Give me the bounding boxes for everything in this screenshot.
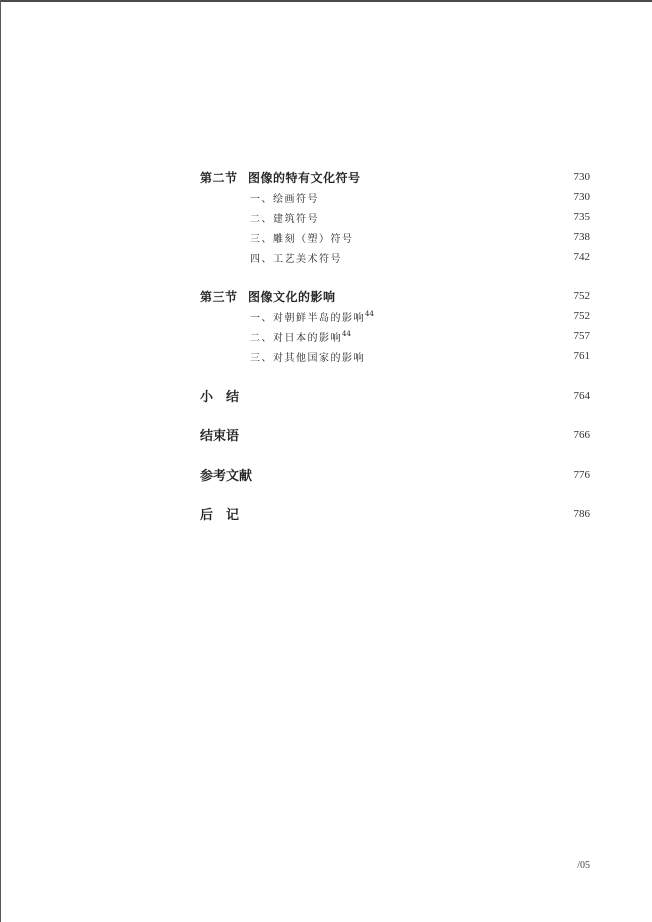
- page-number: 752: [573, 290, 590, 302]
- entry-title: 后 记: [200, 508, 240, 523]
- page-top-border: [0, 0, 652, 2]
- section-heading: [200, 290, 336, 304]
- page-number: 776: [573, 468, 590, 481]
- page-number: 735: [573, 211, 590, 223]
- item-title: 一、绘画符号: [250, 194, 319, 205]
- entry-title: 小 结: [200, 389, 240, 405]
- item-title: 四、工艺美术符号: [250, 254, 342, 265]
- page-left-border: [0, 0, 1, 922]
- entry-spacer: [200, 485, 590, 505]
- page-number: 761: [573, 350, 590, 362]
- section-heading: [200, 171, 361, 185]
- item-title: 三、雕刻（塑）符号: [250, 234, 354, 245]
- section-title: 图像文化的影响: [248, 290, 336, 304]
- item-title: 二、建筑符号: [250, 214, 319, 225]
- entry-spacer: [200, 406, 590, 426]
- section-spacer: [200, 267, 590, 286]
- toc-entry-references[interactable]: [200, 465, 590, 485]
- table-of-contents: [200, 167, 590, 524]
- item-title: 三、对其他国家的影响: [250, 353, 365, 364]
- toc-section-3[interactable]: [200, 286, 590, 306]
- footnote-marker: 44: [365, 310, 374, 318]
- section-number: 第三节: [200, 290, 238, 304]
- toc-entry-conclusion[interactable]: [200, 425, 590, 445]
- page-number: 730: [573, 191, 590, 203]
- page-number: 757: [573, 330, 590, 342]
- toc-item[interactable]: [200, 326, 590, 346]
- footnote-marker: 44: [342, 330, 351, 338]
- section-number: 第二节: [200, 171, 238, 185]
- item-title: [200, 310, 374, 324]
- item-text: 二、对日本的影响: [250, 333, 342, 344]
- page-number: 766: [573, 429, 590, 441]
- toc-entry-postscript[interactable]: [200, 504, 590, 524]
- page-number: 738: [573, 231, 590, 243]
- item-title: [200, 330, 351, 344]
- toc-item[interactable]: [200, 207, 590, 227]
- toc-section-2[interactable]: [200, 167, 590, 187]
- toc-item[interactable]: [200, 247, 590, 267]
- entry-spacer: [200, 445, 590, 465]
- toc-entry-summary[interactable]: [200, 386, 590, 406]
- page-number: 752: [573, 310, 590, 322]
- section-title: 图像的特有文化符号: [248, 171, 361, 185]
- page-number: 764: [573, 389, 590, 402]
- section-spacer: [200, 366, 590, 386]
- entry-title: 结束语: [200, 429, 240, 444]
- item-text: 一、对朝鲜半岛的影响: [250, 313, 365, 324]
- entry-title: 参考文献: [200, 468, 253, 484]
- page-number: 730: [573, 171, 590, 183]
- page-footer-number: /05: [577, 860, 590, 871]
- toc-item[interactable]: [200, 227, 590, 247]
- toc-item[interactable]: [200, 187, 590, 207]
- toc-item[interactable]: [200, 306, 590, 326]
- toc-item[interactable]: [200, 346, 590, 366]
- page-number: 786: [573, 508, 590, 520]
- page-number: 742: [573, 251, 590, 263]
